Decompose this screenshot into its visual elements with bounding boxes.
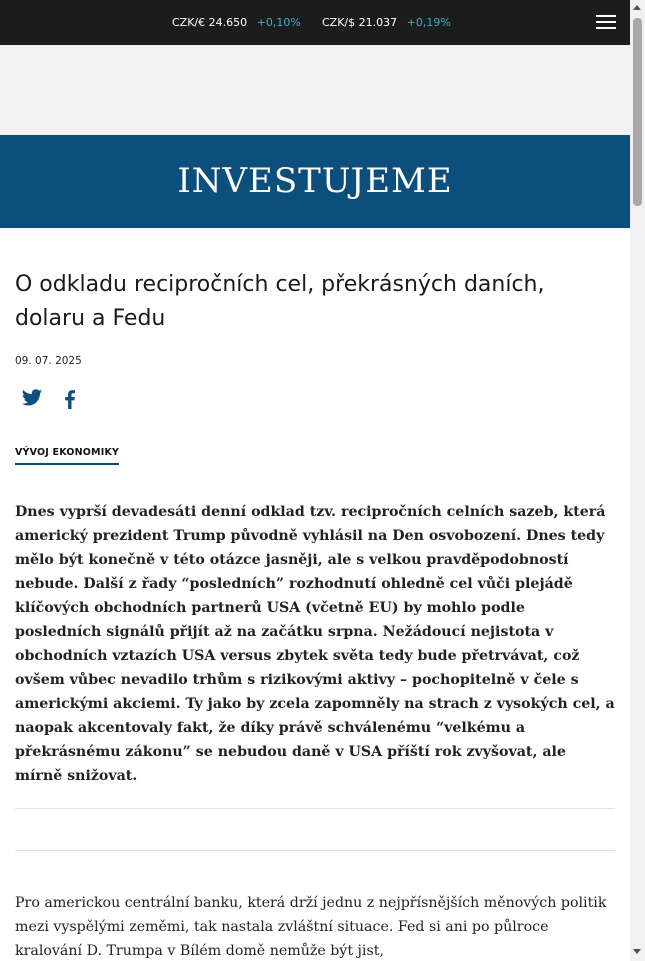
ticker-usd: [322, 16, 451, 29]
scroll-up-arrow-icon[interactable]: [633, 5, 641, 10]
twitter-icon: [21, 387, 43, 409]
site-logo[interactable]: INVESTUJEME: [177, 161, 453, 201]
ticker-eur-value: 24.650: [208, 16, 248, 29]
ticker-eur-pair: CZK/€: [172, 16, 206, 29]
facebook-share-button[interactable]: [58, 387, 82, 411]
vertical-scrollbar[interactable]: [630, 0, 645, 961]
twitter-share-button[interactable]: [21, 387, 45, 411]
ad-placeholder: [0, 45, 630, 135]
brand-banner: [0, 135, 630, 228]
article-body: Pro americkou centrální banku, která drží jednu z nejpřísnějších měnových politik mezi vyspělými zeměmi, tak nastala zvláštní situace. Fed si ani po půlroce kralování D. Trumpa v Bílém domě nemůže být jist,: [15, 895, 607, 959]
currency-ticker-bar: [0, 0, 630, 45]
ticker-eur: [172, 16, 301, 29]
article-date: 09. 07. 2025: [15, 355, 82, 367]
scrollbar-thumb[interactable]: [633, 18, 642, 206]
ticker-usd-value: 21.037: [358, 16, 398, 29]
ticker-usd-change: +0,19%: [406, 16, 451, 29]
hamburger-menu-icon[interactable]: [596, 13, 618, 31]
divider: [15, 808, 615, 809]
divider: [15, 850, 615, 851]
category-link[interactable]: VÝVOJ EKONOMIKY: [15, 447, 119, 465]
ticker-usd-pair: CZK/$: [322, 16, 356, 29]
ticker-eur-change: +0,10%: [256, 16, 301, 29]
article-title: O odkladu recipročních cel, překrásných daních, dolaru a Fedu: [15, 272, 545, 331]
article-lead: Dnes vyprší devadesáti denní odklad tzv. recipročních celních sazeb, která americký prezident Trump původně vyhlásil na Den osvobození. Dnes tedy mělo být konečně v této otázce jasněji, ale s velkou pravděpodobností nebude. Další z řady “posledních” rozhodnutí ohledně cel vůči plejádě klíčových obchodních partnerů USA (včetně EU) by mohlo podle posledních signálů přijít až na začátku srpna. Nežádoucí nejistota v obchodních vztazích USA versus zbytek světa tedy bude přetrvávat, což ovšem vůbec nevadilo trhům s rizikovými aktivy – pochopitelně v čele s americkými akciemi. Ty jako by zcela zapomněly na strach z vysokých cel, a naopak akcentovaly fakt, že díky právě schválenému “velkému a překrásnému zákonu” se nebudou daně v USA příští rok zvyšovat, ale mírně snižovat.: [15, 504, 615, 784]
facebook-icon: [58, 387, 82, 411]
scroll-down-arrow-icon[interactable]: [633, 949, 641, 954]
